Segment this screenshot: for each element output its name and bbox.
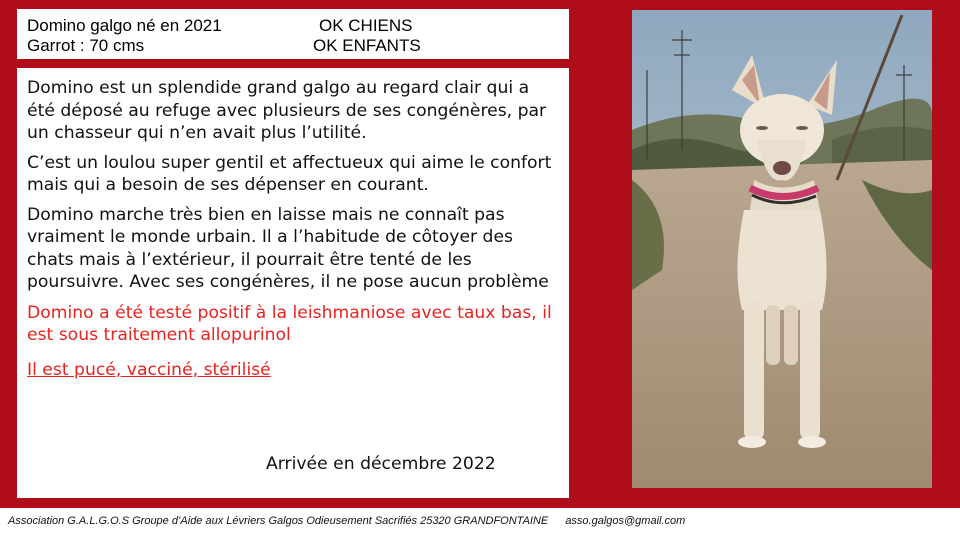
withers-height-line: Garrot : 70 cms [27,36,145,55]
description-paragraph-3: Domino marche très bien en laisse mais ne connaît pas vraiment le monde urbain. Il a l’habitude de côtoyer des chats mais à l’extérieur, il pourrait être tenté de les poursuivre. Avec ses congénères, il ne pose aucun problème [27,204,549,292]
galgo-dog-image [632,10,932,488]
ok-kids-label: OK ENFANTS [313,36,421,55]
description-paragraph-1: Domino est un splendide grand galgo au regard clair qui a été déposé au refuge avec plusieurs de ses congénères, par un chasseur qui n’en avait plus l’utilité. [27,78,547,143]
dog-identity [27,16,222,56]
contact-email[interactable]: asso.galgos@gmail.com [565,515,686,527]
description-box [17,68,569,498]
name-birth-line: Domino galgo né en 2021 [27,16,222,35]
medical-status: Il est pucé, vacciné, stérilisé [27,359,271,380]
ok-dogs-label: OK CHIENS [319,16,413,35]
header-box [17,9,569,59]
footer [8,515,699,527]
description-paragraph-2: C’est un loulou super gentil et affectueux qui aime le confort mais qui a besoin de ses dépenser en courant. [27,152,552,195]
association-info: Association G.A.L.G.O.S Groupe d’Aide aux Lévriers Galgos Odieusement Sacrifiés 25320 GRANDFONTAINE [8,515,549,527]
compatibility [313,16,421,56]
dog-photo [632,10,932,488]
arrival-date: Arrivée en décembre 2022 [266,454,496,474]
health-note: Domino a été testé positif à la leishmaniose avec taux bas, il est sous traitement allopurinol [27,302,552,345]
